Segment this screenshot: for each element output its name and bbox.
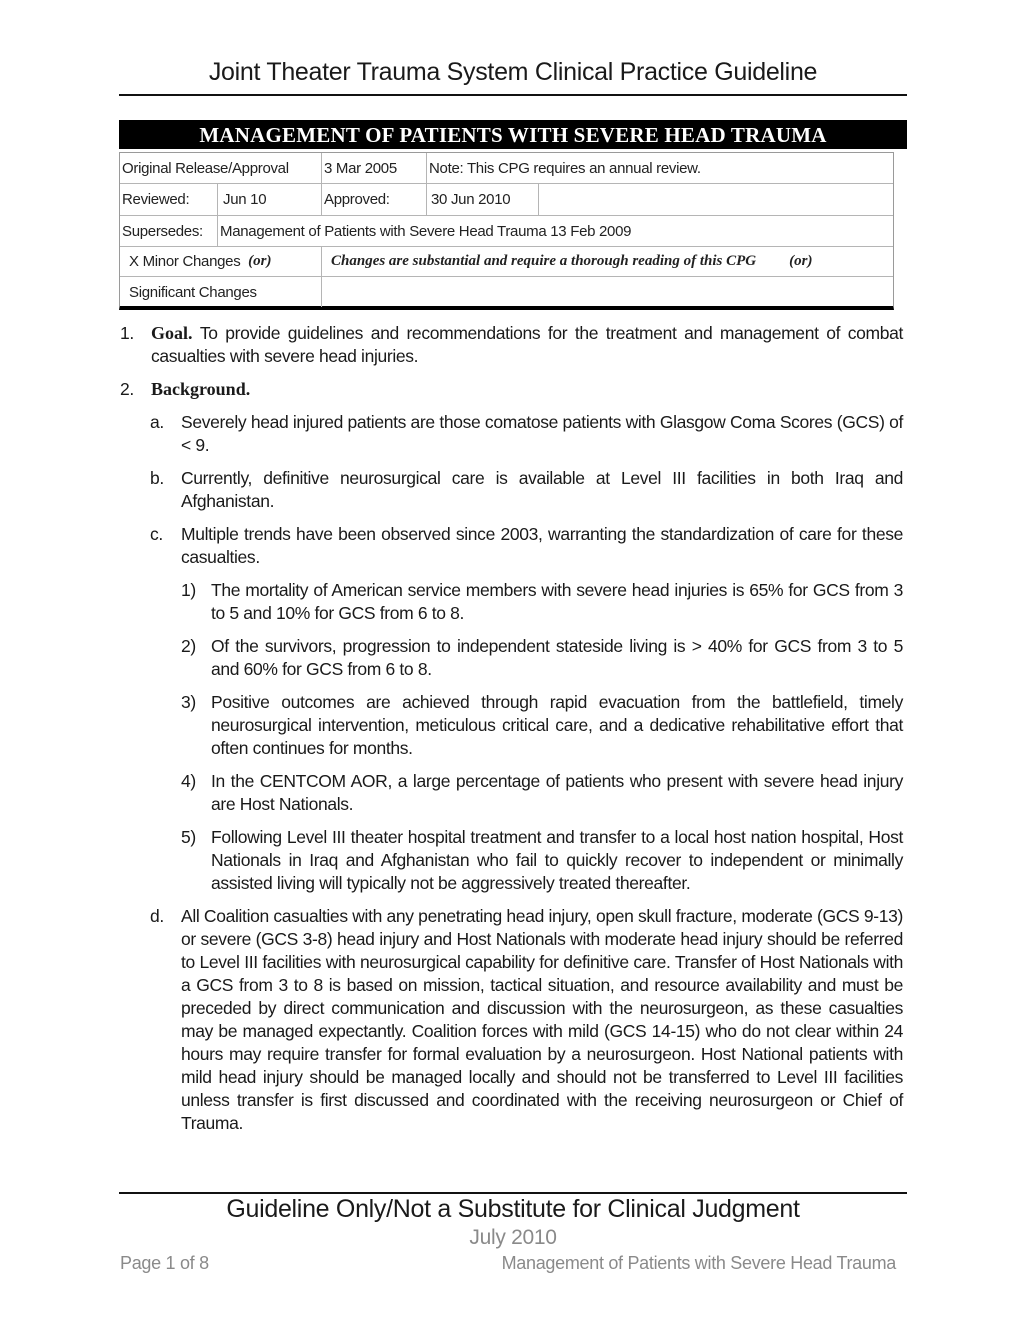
significant-changes-label: Significant Changes xyxy=(129,283,257,301)
section-heading: Background. xyxy=(151,379,251,399)
list-marker: 1) xyxy=(181,580,196,600)
section-background xyxy=(120,378,903,401)
list-item-text: In the CENTCOM AOR, a large percentage of patients who present with severe head injury are Host Nationals. xyxy=(211,771,903,814)
table-row xyxy=(120,277,893,307)
list-item-text: Of the survivors, progression to independent stateside living is > 40% for GCS from 3 to 5 and 60% for GCS from 6 to 8. xyxy=(211,636,903,679)
table-row xyxy=(120,247,893,277)
list-marker: d. xyxy=(150,906,164,926)
original-release-label: Original Release/Approval xyxy=(122,159,289,177)
list-item xyxy=(120,826,903,895)
document-body xyxy=(120,322,903,1135)
footer-divider xyxy=(119,1192,907,1194)
approved-label: Approved: xyxy=(321,184,426,215)
list-item xyxy=(120,691,903,760)
list-item-text: Positive outcomes are achieved through rapid evacuation from the battlefield, timely neurosurgical intervention, meticulous critical care, and a dedicative rehabilitative effort that often continues for months. xyxy=(211,692,903,758)
footer-date: July 2010 xyxy=(469,1226,557,1249)
list-item-text: All Coalition casualties with any penetrating head injury, open skull fracture, moderate (GCS 9-13) or severe (GCS 3-8) head injury and Host Nationals with moderate head injury should be referred to Level III facilities with neurosurgical capability for definitive care. Transfer of Host Nationals with a GCS from 3 to 8 is based on mission, tactical situation, and resource availability and must be preceded by direct communication and discussion with the neurosurgeon, as these casualties may be managed expectantly. Coalition forces with mild (GCS 14-15) who do not clear within 24 hours may require transfer for formal evaluation by a neurosurgeon. Host National patients with mild head injury should be managed locally and should not be transferred to Level III facilities unless transfer is first discussed and coordinated with the receiving neurosurgeon or Chief of Trauma. xyxy=(181,906,903,1133)
page-header-title: Joint Theater Trauma System Clinical Practice Guideline xyxy=(208,58,818,86)
page-number: Page 1 of 8 xyxy=(120,1253,209,1273)
minor-changes-label: X Minor Changes xyxy=(129,253,241,270)
list-marker: b. xyxy=(150,468,164,488)
list-item xyxy=(120,579,903,625)
list-item-text: Multiple trends have been observed since 2003, warranting the standardization of care for these casualties. xyxy=(181,524,903,567)
table-row xyxy=(120,216,893,247)
list-marker: 2. xyxy=(120,379,134,399)
list-item-text: Currently, definitive neurosurgical care is available at Level III facilities in both Iraq and Afghanistan. xyxy=(181,468,903,511)
metadata-table xyxy=(119,152,894,310)
section-text: To provide guidelines and recommendations for the treatment and management of combat casualties with severe head injuries. xyxy=(151,323,903,366)
reviewed-label: Reviewed: xyxy=(122,191,190,208)
list-item-text: Following Level III theater hospital treatment and transfer to a local host nation hospital, Host Nationals in Iraq and Afghanistan who fail to quickly recover to independent or minimally assisted living will typically not be aggressively treated thereafter. xyxy=(211,827,903,893)
footer-disclaimer: Guideline Only/Not a Substitute for Clinical Judgment xyxy=(226,1195,800,1223)
supersedes-label: Supersedes: xyxy=(122,222,203,240)
original-release-value: 3 Mar 2005 xyxy=(321,153,426,183)
list-item xyxy=(120,411,903,457)
supersedes-value: Management of Patients with Severe Head Trauma 13 Feb 2009 xyxy=(217,216,894,246)
list-marker: 5) xyxy=(181,827,196,847)
list-marker: 4) xyxy=(181,771,196,791)
table-row xyxy=(120,153,893,184)
list-marker: 3) xyxy=(181,692,196,712)
substantial-changes-cell xyxy=(321,247,894,276)
annual-review-note: Note: This CPG requires an annual review. xyxy=(426,153,894,183)
or-label: (or) xyxy=(248,253,272,269)
list-item xyxy=(120,523,903,569)
list-marker: 2) xyxy=(181,636,196,656)
list-item-text: The mortality of American service members with severe head injuries is 65% for GCS from 3 to 5 and 10% for GCS from 6 to 8. xyxy=(211,580,903,623)
substantial-changes-text: Changes are substantial and require a thorough reading of this CPG xyxy=(331,253,757,269)
list-marker: c. xyxy=(150,524,163,544)
or-label: (or) xyxy=(789,253,813,269)
list-item xyxy=(120,770,903,816)
reviewed-value: Jun 10 xyxy=(217,184,321,215)
header-divider xyxy=(119,94,907,96)
footer-doc-title: Management of Patients with Severe Head Trauma xyxy=(501,1253,896,1273)
list-marker: a. xyxy=(150,412,164,432)
list-item xyxy=(120,905,903,1135)
list-item xyxy=(120,635,903,681)
approved-value: 30 Jun 2010 xyxy=(426,184,538,215)
list-item-text: Severely head injured patients are those comatose patients with Glasgow Coma Scores (GCS) of < 9. xyxy=(181,412,903,455)
table-row xyxy=(120,184,893,216)
list-marker: 1. xyxy=(120,323,134,343)
document-title: MANAGEMENT OF PATIENTS WITH SEVERE HEAD TRAUMA xyxy=(119,120,907,149)
list-item xyxy=(120,467,903,513)
empty-cell xyxy=(538,184,894,215)
minor-changes-cell xyxy=(120,247,321,276)
empty-cell xyxy=(321,277,894,307)
section-heading: Goal. xyxy=(151,323,193,343)
section-goal xyxy=(120,322,903,368)
